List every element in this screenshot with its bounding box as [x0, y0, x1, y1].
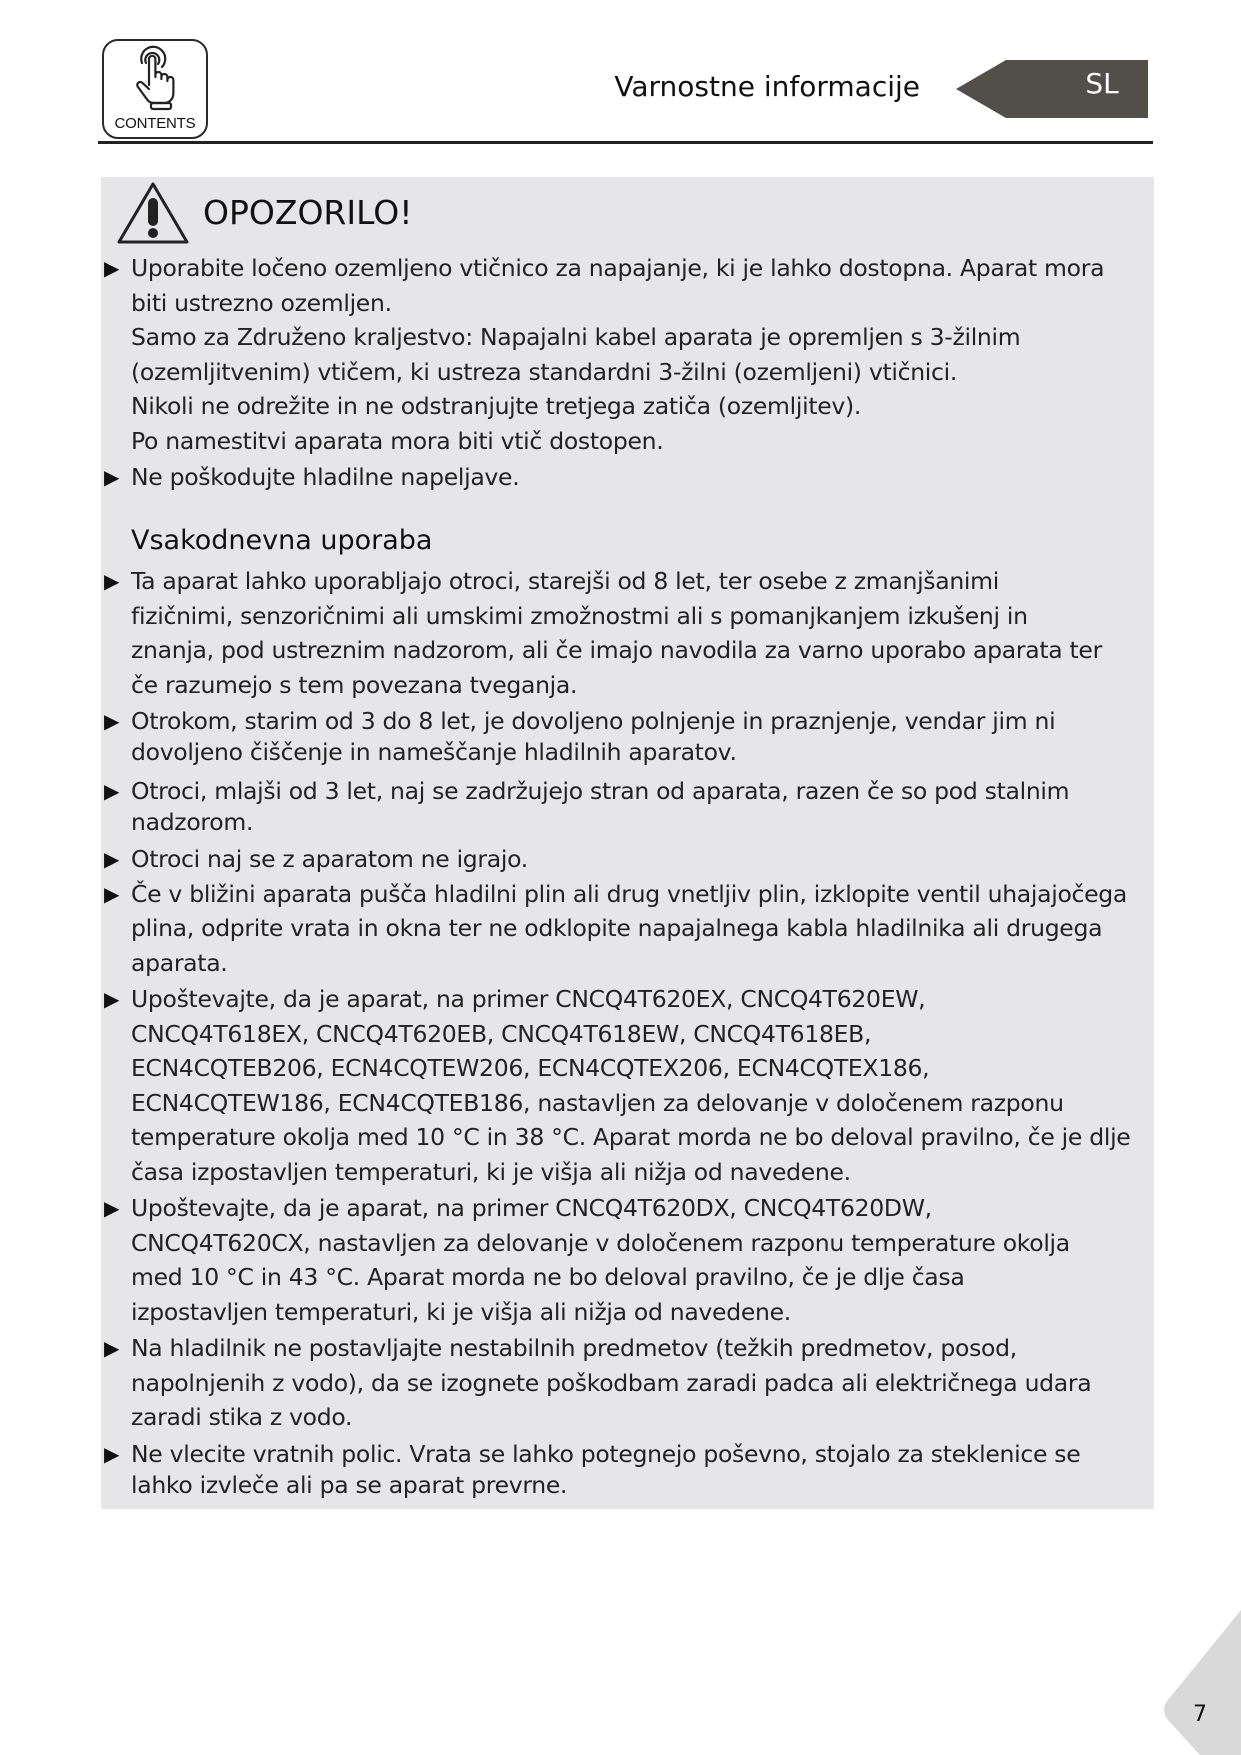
text-line: Nikoli ne odrežite in ne odstranjujte tretjega zatiča (ozemljitev). — [131, 392, 862, 420]
daily-use-item — [104, 706, 1154, 768]
text-line: fizičnimi, senzoričnimi ali umskimi zmožnostmi ali s pomanjkanjem izkušenj in — [131, 601, 1028, 630]
text-line: če razumejo s tem povezana tveganja. — [131, 670, 578, 699]
text-line: ▶ Ne vlecite vratnih polic. Vrata se lahko potegnejo poševno, stojalo za steklenice se — [131, 1439, 1081, 1468]
text-line: ▶ Če v bližini aparata pušča hladilni plin ali drug vnetljiv plin, izklopite ventil uhajajočega — [131, 879, 1128, 908]
daily-use-item — [104, 982, 1154, 1189]
daily-use-item — [104, 1439, 1154, 1501]
daily-use-item — [104, 842, 1154, 877]
text-line: CNCQ4T618EX, CNCQ4T620EB, CNCQ4T618EW, CNCQ4T618EB, — [131, 1019, 872, 1048]
text-line: Po namestitvi aparata mora biti vtič dostopen. — [131, 426, 664, 455]
text-line: ▶ Otrokom, starim od 3 do 8 let, je dovoljeno polnjenje in praznjenje, vendar jim ni — [131, 707, 1056, 735]
text-line: dovoljeno čiščenje in nameščanje hladilnih aparatov. — [131, 738, 737, 766]
warning-triangle-icon — [116, 180, 190, 246]
text-line: izpostavljen temperaturi, ki je višja ali nižja od navedene. — [131, 1297, 791, 1326]
warning-item — [104, 251, 1154, 458]
text-line: CNCQ4T620CX, nastavljen za delovanje v določenem razponu temperature okolja — [131, 1228, 1070, 1257]
text-line: ▶ Ta aparat lahko uporabljajo otroci, starejši od 8 let, ter osebe z zmanjšanimi — [131, 567, 999, 595]
text-line: ECN4CQTEW186, ECN4CQTEB186, nastavljen za delovanje v določenem razponu — [131, 1088, 1064, 1117]
text-line: ▶ Uporabite ločeno ozemljeno vtičnico za napajanje, ki je lahko dostopna. Aparat mora — [131, 254, 1105, 282]
text-line: lahko izvleče ali pa se aparat prevrne. — [131, 1470, 568, 1499]
daily-use-item — [104, 877, 1154, 981]
text-line: med 10 °C in 43 °C. Aparat morda ne bo deloval pravilno, če je dlje časa — [131, 1263, 965, 1291]
text-line: znanja, pod ustreznim nadzorom, ali če imajo navodila za varno uporabo aparata ter — [131, 636, 1102, 664]
text-line: (ozemljitvenim) vtičem, ki ustreza standardni 3-žilni (ozemljeni) vtičnici. — [131, 357, 958, 386]
text-line: ▶ Ne poškodujte hladilne napeljave. — [131, 463, 520, 491]
page-corner — [1160, 1610, 1241, 1755]
daily-use-item — [104, 1331, 1154, 1435]
daily-use-item — [104, 1191, 1154, 1329]
text-line: ECN4CQTEB206, ECN4CQTEW206, ECN4CQTEX206, ECN4CQTEX186, — [131, 1054, 930, 1082]
text-line: Samo za Združeno kraljestvo: Napajalni kabel aparata je opremljen s 3-žilnim — [131, 323, 1021, 351]
text-line: ▶ Na hladilnik ne postavljajte nestabilnih predmetov (težkih predmetov, posod, — [131, 1334, 1017, 1362]
text-line: aparata. — [131, 948, 228, 977]
text-line: plina, odprite vrata in okna ter ne odklopite napajalnega kabla hladilnika ali drugega — [131, 914, 1103, 942]
language-label: SL — [1085, 67, 1119, 100]
text-line: časa izpostavljen temperaturi, ki je višja ali nižja od navedene. — [131, 1157, 851, 1186]
daily-use-list — [104, 564, 1154, 1501]
text-line: zaradi stika z vodo. — [131, 1403, 353, 1431]
daily-use-item — [104, 564, 1154, 702]
text-line: temperature okolja med 10 °C in 38 °C. Aparat morda ne bo deloval pravilno, če je dlje — [131, 1123, 1131, 1151]
warning-item — [104, 460, 1154, 495]
warning-list — [104, 251, 1154, 495]
daily-use-item — [104, 776, 1154, 838]
warning-title: OPOZORILO! — [203, 193, 413, 232]
language-tab[interactable] — [956, 60, 1148, 118]
contents-button[interactable] — [102, 39, 208, 139]
text-line: ▶ Upoštevajte, da je aparat, na primer CNCQ4T620DX, CNCQ4T620DW, — [131, 1194, 932, 1222]
page-title: Varnostne informacije — [614, 70, 920, 103]
header-divider — [98, 141, 1153, 144]
section-heading: Vsakodnevna uporaba — [131, 525, 433, 556]
text-line: napolnjenih z vodo), da se izognete poškodbam zaradi padca ali električnega udara — [131, 1368, 1092, 1397]
contents-label: CONTENTS — [114, 115, 196, 132]
page-number: 7 — [1193, 1702, 1207, 1727]
pointing-hand-icon — [132, 45, 182, 113]
text-line: ▶ Otroci naj se z aparatom ne igrajo. — [131, 845, 528, 873]
text-line: nadzorom. — [131, 808, 254, 836]
text-line: biti ustrezno ozemljen. — [131, 288, 392, 317]
text-line: ▶ Otroci, mlajši od 3 let, naj se zadržujejo stran od aparata, razen če so pod stalnim — [131, 777, 1070, 805]
text-line: ▶ Upoštevajte, da je aparat, na primer CNCQ4T620EX, CNCQ4T620EW, — [131, 985, 926, 1013]
